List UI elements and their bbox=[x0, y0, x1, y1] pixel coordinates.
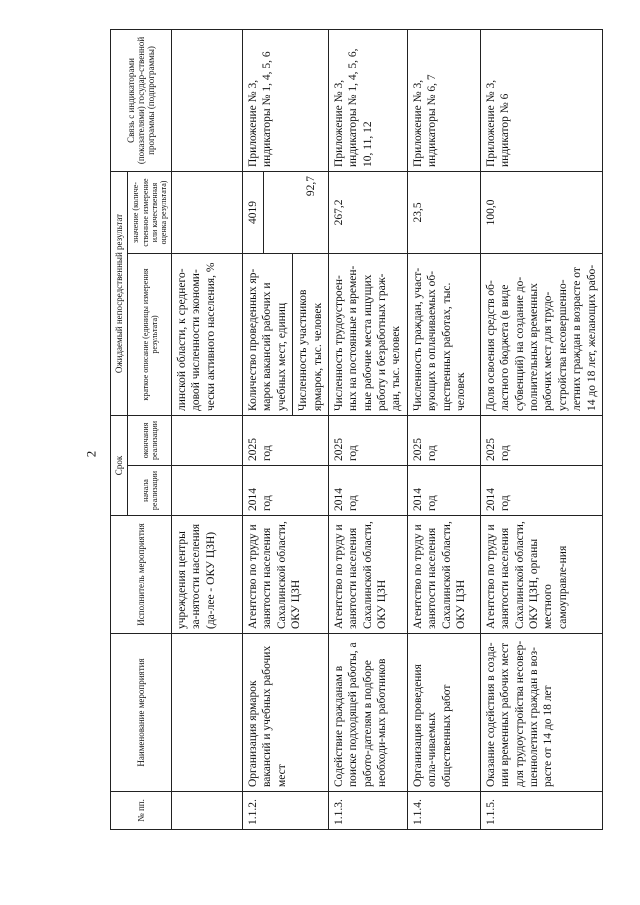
header-row bbox=[111, 29, 128, 829]
result-value-2: 92,7 bbox=[263, 172, 321, 253]
result-desc-2: Численность участников ярмарок, тыс. человек bbox=[292, 254, 328, 415]
row-link: Приложение № 3, индикаторы № 6, 7 bbox=[407, 29, 480, 171]
header-num: № пп. bbox=[111, 792, 172, 830]
row-result-desc: Доля освоения средств об-ластного бюджета (в виде субвенций) на создание до-полнительных временных рабочих мест для трудо-устройства несовершенно-летних граждан в возрасте от 14 до 18 лет, желающих рабо- bbox=[480, 253, 602, 415]
cont-name bbox=[172, 634, 243, 792]
row-executor: Агентство по труду и занятости населения Сахалинской области, ОКУ ЦЗН bbox=[328, 516, 407, 634]
row-result-value: 100,0 bbox=[480, 171, 602, 253]
row-name: Оказание содействия в созда-нии временных рабочих мест для трудоустройства несовер-шеннолетних граждан в воз-расте от 14 до 18 лет bbox=[480, 634, 602, 792]
table-row bbox=[328, 29, 407, 829]
header-result-value: значение (количе-ственное измерение или качественная оценка результата) bbox=[128, 171, 172, 253]
row-num: 1.1.5. bbox=[480, 792, 602, 830]
row-num: 1.1.2. bbox=[243, 792, 329, 830]
page-number: 2 bbox=[83, 450, 99, 458]
row-end: 2025 год bbox=[328, 415, 407, 465]
header-link: Связь с индикаторами (показателями) государ-ственной программы (подпрограммы) bbox=[111, 29, 172, 171]
table-row bbox=[480, 29, 602, 829]
row-executor: Агентство по труду и занятости населения Сахалинской области, ОКУ ЦЗН, органы местного самоуправле-ния bbox=[480, 516, 602, 634]
header-result-desc: краткое описание (единицы измерения результата) bbox=[128, 253, 172, 415]
row-end: 2025 год bbox=[243, 415, 329, 465]
row-start: 2014 год bbox=[328, 466, 407, 516]
header-executor: Исполнитель мероприятия bbox=[111, 516, 172, 634]
header-term-end: окончания реализации bbox=[128, 415, 172, 465]
cont-result-desc: линской области, к среднего-довой численности экономи-чески активного населения, % bbox=[172, 253, 243, 415]
measures-table bbox=[110, 29, 603, 830]
header-name: Наименование мероприятия bbox=[111, 634, 172, 792]
row-name: Организация ярмарок вакансий и учебных рабочих мест bbox=[243, 634, 329, 792]
row-name: Содействие гражданам в поиске подходящей работы, а работо-дателям в подборе необходи-мых работников bbox=[328, 634, 407, 792]
cont-executor: учреждения центры за-нятости населения (да-лее - ОКУ ЦЗН) bbox=[172, 516, 243, 634]
row-result-desc: Численность трудоустроен-ных на постоянные и времен-ные рабочие места ищущих работу и безработных граж-дан, тыс. человек bbox=[328, 253, 407, 415]
row-num: 1.1.4. bbox=[407, 792, 480, 830]
row-result-desc bbox=[243, 253, 329, 415]
header-term-start: начала реализации bbox=[128, 466, 172, 516]
cont-result-value bbox=[172, 171, 243, 253]
result-desc-1: Количество проведенных яр-марок вакансий рабочих и учебных мест, единиц bbox=[247, 268, 288, 411]
header-term: Срок bbox=[111, 415, 128, 515]
row-result-value bbox=[243, 171, 329, 253]
row-executor: Агентство по труду и занятости населения Сахалинской области, ОКУ ЦЗН bbox=[243, 516, 329, 634]
table-row bbox=[243, 29, 329, 829]
cont-start bbox=[172, 466, 243, 516]
row-start: 2014 год bbox=[407, 466, 480, 516]
row-end: 2025 год bbox=[480, 415, 602, 465]
row-link: Приложение № 3, индикаторы № 1, 4, 5, 6, 10, 11, 12 bbox=[328, 29, 407, 171]
row-num: 1.1.3. bbox=[328, 792, 407, 830]
row-end: 2025 год bbox=[407, 415, 480, 465]
cont-end bbox=[172, 415, 243, 465]
cont-num bbox=[172, 792, 243, 830]
continuation-row bbox=[172, 29, 243, 829]
rotated-table-page bbox=[110, 30, 598, 830]
header-result: Ожидаемый непосредственный результат bbox=[111, 171, 128, 415]
row-result-value: 23,5 bbox=[407, 171, 480, 253]
row-result-desc: Численность граждан, участ-вующих в оплачиваемых об-щественных работах, тыс. человек bbox=[407, 253, 480, 415]
row-executor: Агентство по труду и занятости населения Сахалинской области, ОКУ ЦЗН bbox=[407, 516, 480, 634]
row-name: Организация проведения опла-чиваемых общественных работ bbox=[407, 634, 480, 792]
cont-link bbox=[172, 29, 243, 171]
row-link: Приложение № 3, индикаторы № 1, 4, 5, 6 bbox=[243, 29, 329, 171]
result-value-1: 4019 bbox=[247, 200, 260, 224]
row-result-value: 267,2 bbox=[328, 171, 407, 253]
row-start: 2014 год bbox=[480, 466, 602, 516]
row-start: 2014 год bbox=[243, 466, 329, 516]
table-row bbox=[407, 29, 480, 829]
row-link: Приложение № 3, индикатор № 6 bbox=[480, 29, 602, 171]
